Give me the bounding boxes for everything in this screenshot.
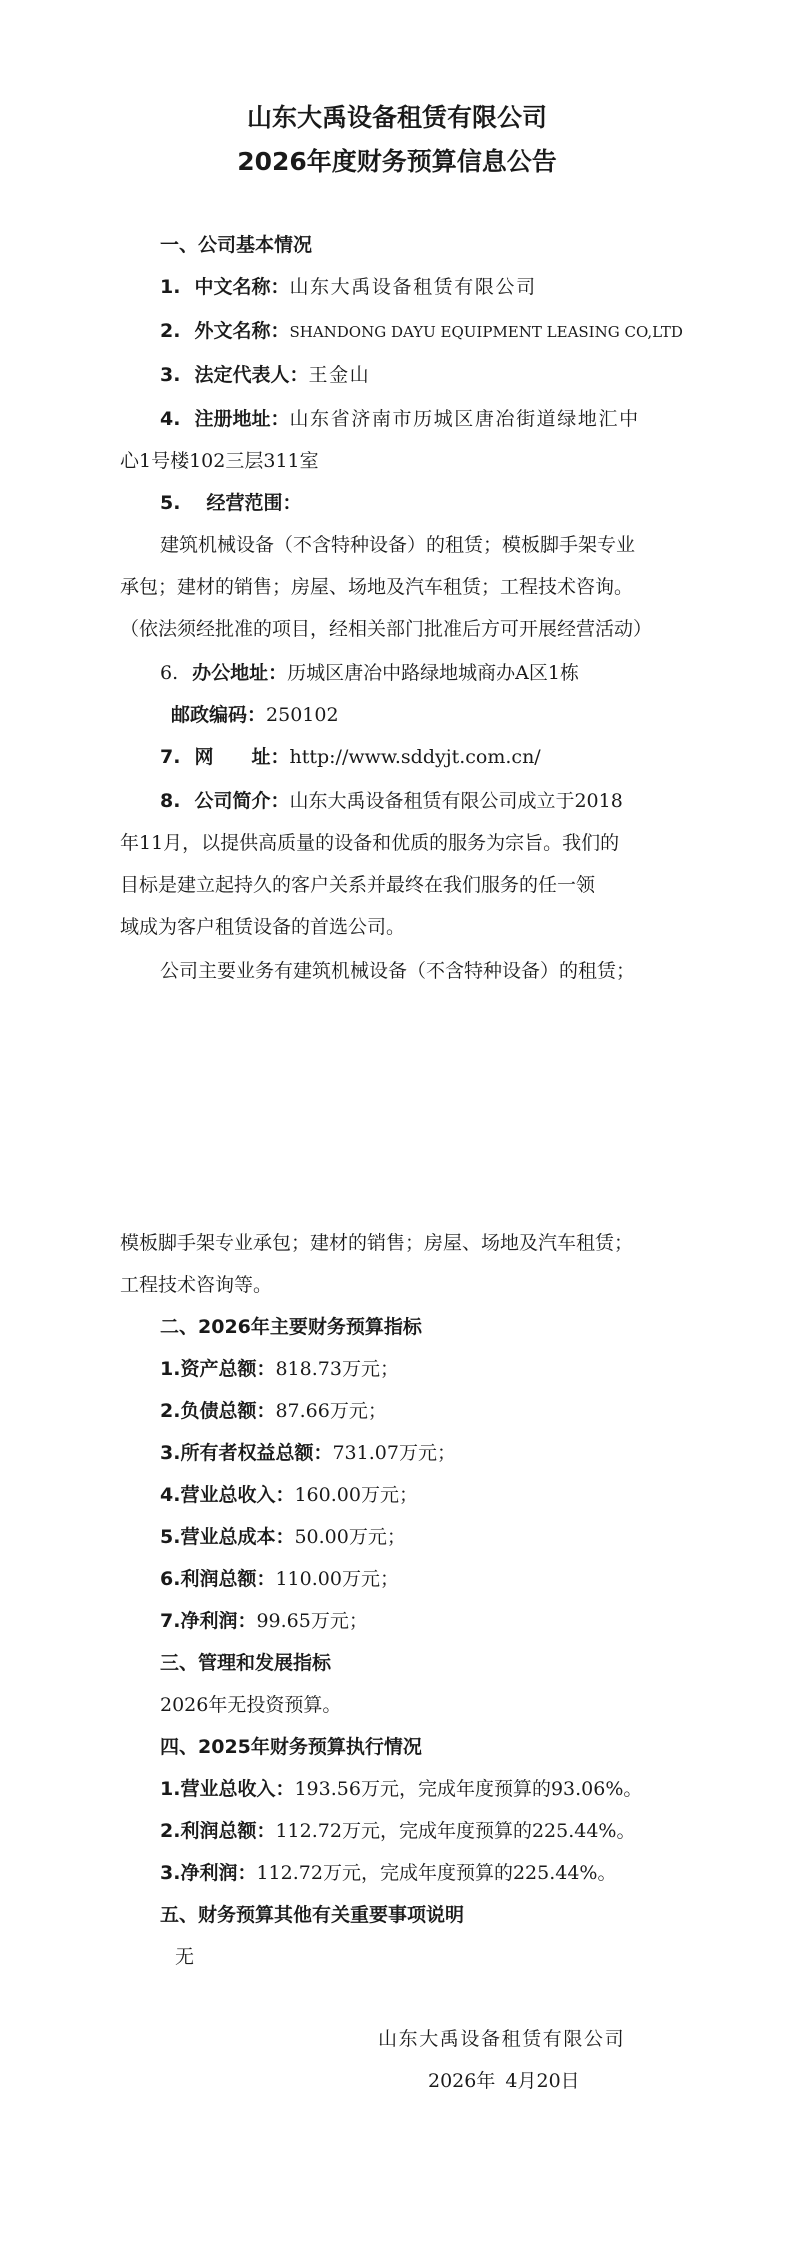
title-company: 山东大禹设备租赁有限公司 — [246, 103, 547, 132]
scope-line-1: 建筑机械设备（不含特种设备）的租赁；模板脚手架专业 — [160, 534, 636, 556]
field-business-scope: 5. 经营范围： — [160, 492, 302, 514]
field-office-address: 6. 办公地址：历城区唐冶中路绿地城商办A区1栋 — [160, 662, 579, 684]
section-3-heading: 三、管理和发展指标 — [160, 1652, 332, 1674]
section-4-heading: 四、2025年财务预算执行情况 — [160, 1736, 422, 1758]
execution-net-profit: 3.净利润：112.72万元，完成年度预算的225.44%。 — [160, 1862, 617, 1884]
indicator-net-profit: 7.净利润：99.65万元； — [160, 1610, 368, 1632]
field-english-name: 2. 外文名称：SHANDONG DAYU EQUIPMENT LEASING CO,LTD — [160, 320, 683, 342]
business-line-1: 公司主要业务有建筑机械设备（不含特种设备）的租赁； — [160, 960, 636, 982]
section-1-heading: 一、公司基本情况 — [160, 234, 313, 256]
indicator-owner-equity: 3.所有者权益总额：731.07万元； — [160, 1442, 456, 1464]
field-registered-address-cont: 心1号楼102三层311室 — [120, 450, 319, 472]
indicator-total-revenue: 4.营业总收入：160.00万元； — [160, 1484, 418, 1506]
section-5-heading: 五、财务预算其他有关重要事项说明 — [160, 1904, 465, 1926]
signature-date: 2026年 4月20日 — [428, 2070, 580, 2092]
intro-line-4: 域成为客户租赁设备的首选公司。 — [120, 916, 406, 938]
section-3-text: 2026年无投资预算。 — [160, 1694, 342, 1716]
scope-line-3: （依法须经批准的项目，经相关部门批准后方可开展经营活动） — [120, 618, 653, 640]
field-website: 7. 网 址：http://www.sddyjt.com.cn/ — [160, 746, 541, 768]
field-postal-code: 邮政编码：250102 — [171, 704, 339, 726]
indicator-total-profit: 6.利润总额：110.00万元； — [160, 1568, 399, 1590]
intro-line-2: 年11月，以提供高质量的设备和优质的服务为宗旨。我们的 — [120, 832, 620, 854]
title-announcement: 2026年度财务预算信息公告 — [237, 147, 557, 176]
business-line-2: 模板脚手架专业承包；建材的销售；房屋、场地及汽车租赁； — [120, 1232, 634, 1254]
indicator-total-cost: 5.营业总成本：50.00万元； — [160, 1526, 406, 1548]
section-5-text: 无 — [175, 1946, 195, 1968]
field-legal-representative: 3. 法定代表人：王金山 — [160, 364, 371, 386]
business-line-3: 工程技术咨询等。 — [120, 1274, 273, 1296]
field-registered-address: 4. 注册地址：山东省济南市历城区唐冶街道绿地汇中 — [160, 408, 640, 430]
indicator-total-liabilities: 2.负债总额：87.66万元； — [160, 1400, 387, 1422]
indicator-total-assets: 1.资产总额：818.73万元； — [160, 1358, 399, 1380]
field-company-intro: 8. 公司简介：山东大禹设备租赁有限公司成立于2018 — [160, 790, 623, 812]
intro-line-3: 目标是建立起持久的客户关系并最终在我们服务的任一领 — [120, 874, 596, 896]
execution-revenue: 1.营业总收入：193.56万元，完成年度预算的93.06%。 — [160, 1778, 643, 1800]
website-link[interactable]: http://www.sddyjt.com.cn/ — [289, 746, 541, 768]
signature-company: 山东大禹设备租赁有限公司 — [378, 2028, 626, 2050]
execution-total-profit: 2.利润总额：112.72万元，完成年度预算的225.44%。 — [160, 1820, 636, 1842]
scope-line-2: 承包；建材的销售；房屋、场地及汽车租赁；工程技术咨询。 — [120, 576, 634, 598]
section-2-heading: 二、2026年主要财务预算指标 — [160, 1316, 422, 1338]
field-chinese-name: 1. 中文名称：山东大禹设备租赁有限公司 — [160, 276, 537, 298]
